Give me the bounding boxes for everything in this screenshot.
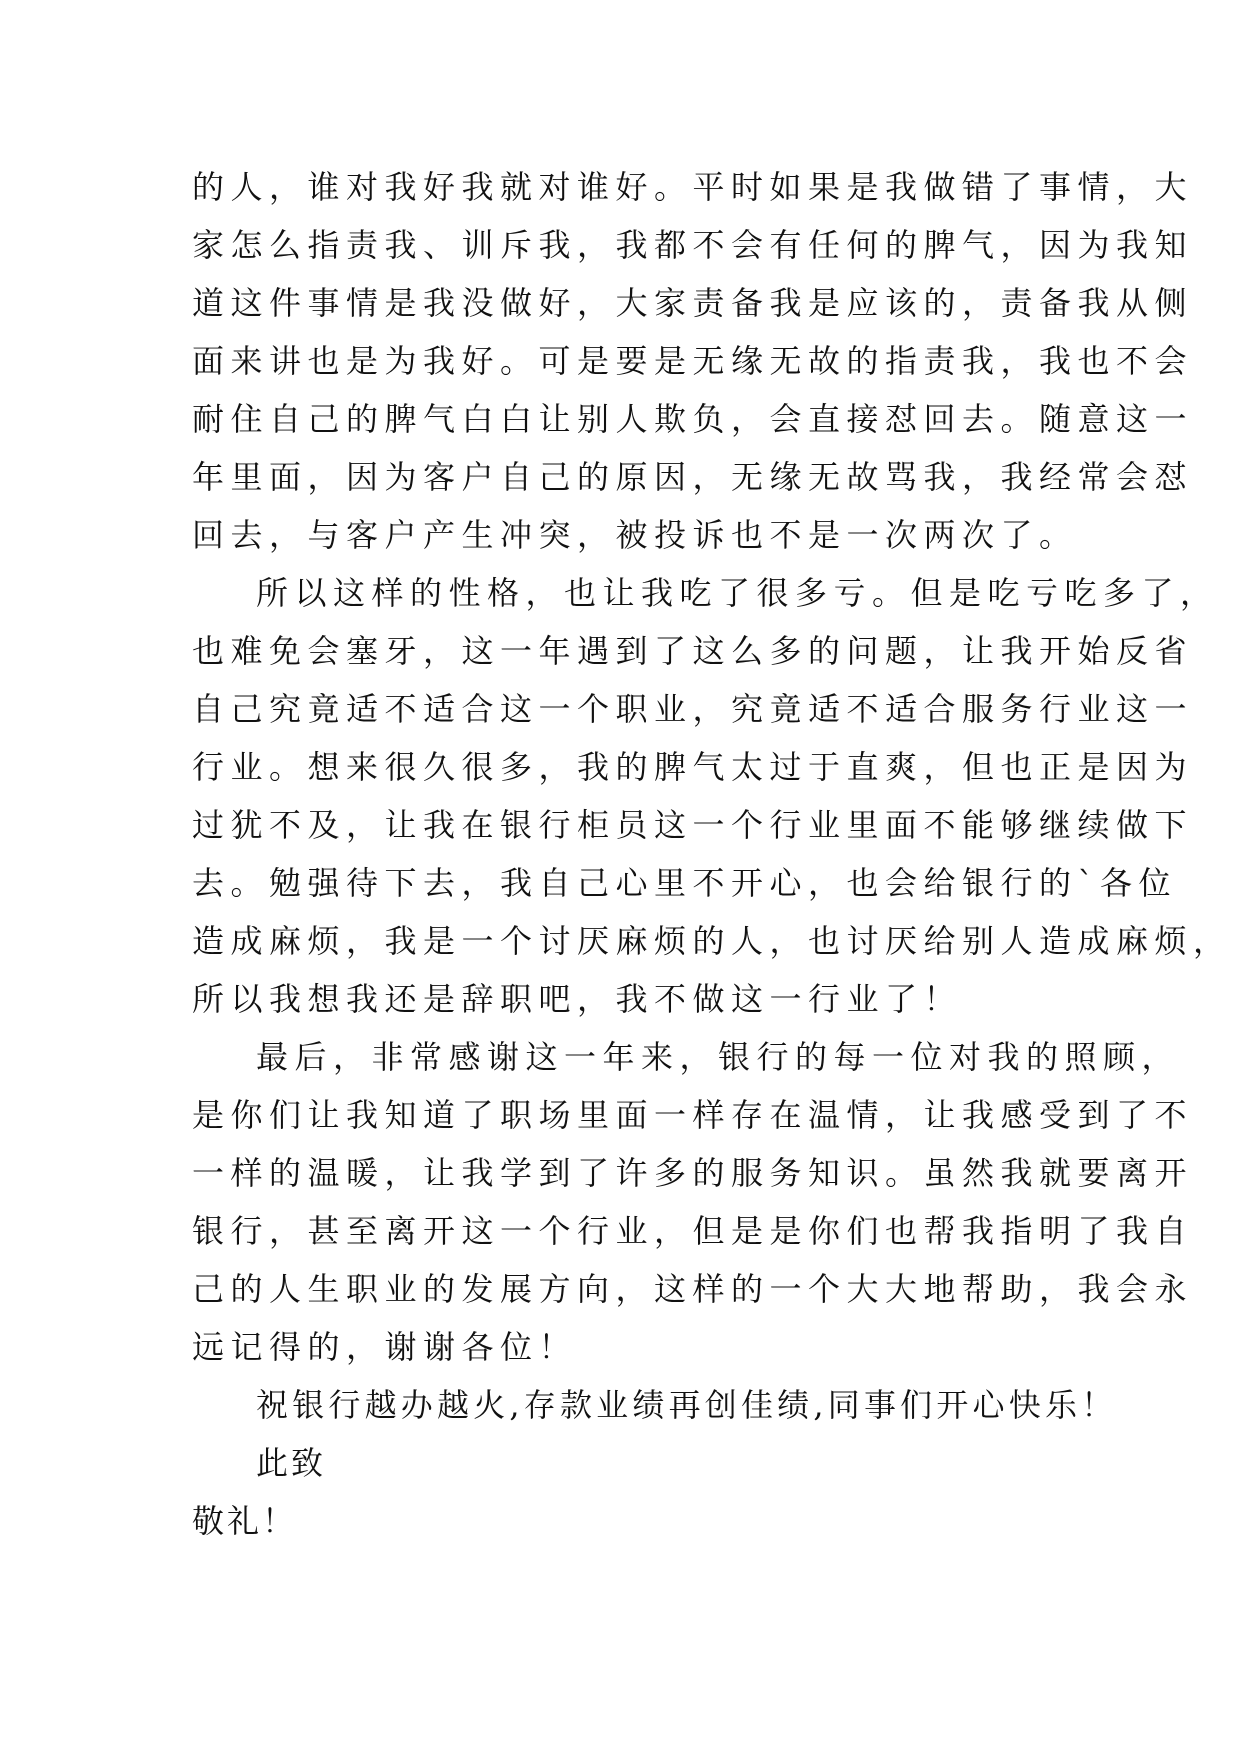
text-line: 己的人生职业的发展方向，这样的一个大大地帮助，我会永	[192, 1270, 1194, 1308]
text-line: 家怎么指责我、训斥我，我都不会有任何的脾气，因为我知	[192, 226, 1194, 264]
text-line: 耐住自己的脾气白白让别人欺负，会直接怼回去。随意这一	[192, 400, 1194, 438]
closing-wish: 祝银行越办越火,存款业绩再创佳绩,同事们开心快乐！	[256, 1386, 1118, 1424]
letter-body	[192, 158, 1232, 1550]
text-line: 是你们让我知道了职场里面一样存在温情，让我感受到了不	[192, 1096, 1194, 1134]
text-line: 一样的温暖，让我学到了许多的服务知识。虽然我就要离开	[192, 1154, 1194, 1192]
paragraph-first-line: 所以这样的性格，也让我吃了很多亏。但是吃亏吃多了，	[256, 574, 1219, 612]
text-line: 面来讲也是为我好。可是要是无缘无故的指责我，我也不会	[192, 342, 1194, 380]
closing-regards: 敬礼！	[192, 1502, 298, 1540]
text-line: 远记得的，谢谢各位！	[192, 1328, 578, 1366]
text-line: 所以我想我还是辞职吧，我不做这一行业了！	[192, 980, 963, 1018]
text-line: 过犹不及，让我在银行柜员这一个行业里面不能够继续做下	[192, 806, 1194, 844]
text-line: 也难免会塞牙，这一年遇到了这么多的问题，让我开始反省	[192, 632, 1194, 670]
text-line: 道这件事情是我没做好，大家责备我是应该的，责备我从侧	[192, 284, 1194, 322]
text-line: 去。勉强待下去，我自己心里不开心，也会给银行的`各位	[192, 864, 1178, 902]
closing-salutation: 此致	[256, 1444, 327, 1482]
text-line: 自己究竟适不适合这一个职业，究竟适不适合服务行业这一	[192, 690, 1194, 728]
text-line: 行业。想来很久很多，我的脾气太过于直爽，但也正是因为	[192, 748, 1194, 786]
text-line: 的人，谁对我好我就对谁好。平时如果是我做错了事情，大	[192, 168, 1194, 206]
text-line: 银行，甚至离开这一个行业，但是是你们也帮我指明了我自	[192, 1212, 1194, 1250]
paragraph-first-line: 最后，非常感谢这一年来，银行的每一位对我的照顾，	[256, 1038, 1181, 1076]
text-line: 回去，与客户产生冲突，被投诉也不是一次两次了。	[192, 516, 1078, 554]
text-line: 年里面，因为客户自己的原因，无缘无故骂我，我经常会怼	[192, 458, 1194, 496]
text-line: 造成麻烦，我是一个讨厌麻烦的人，也讨厌给别人造成麻烦，	[192, 922, 1232, 960]
